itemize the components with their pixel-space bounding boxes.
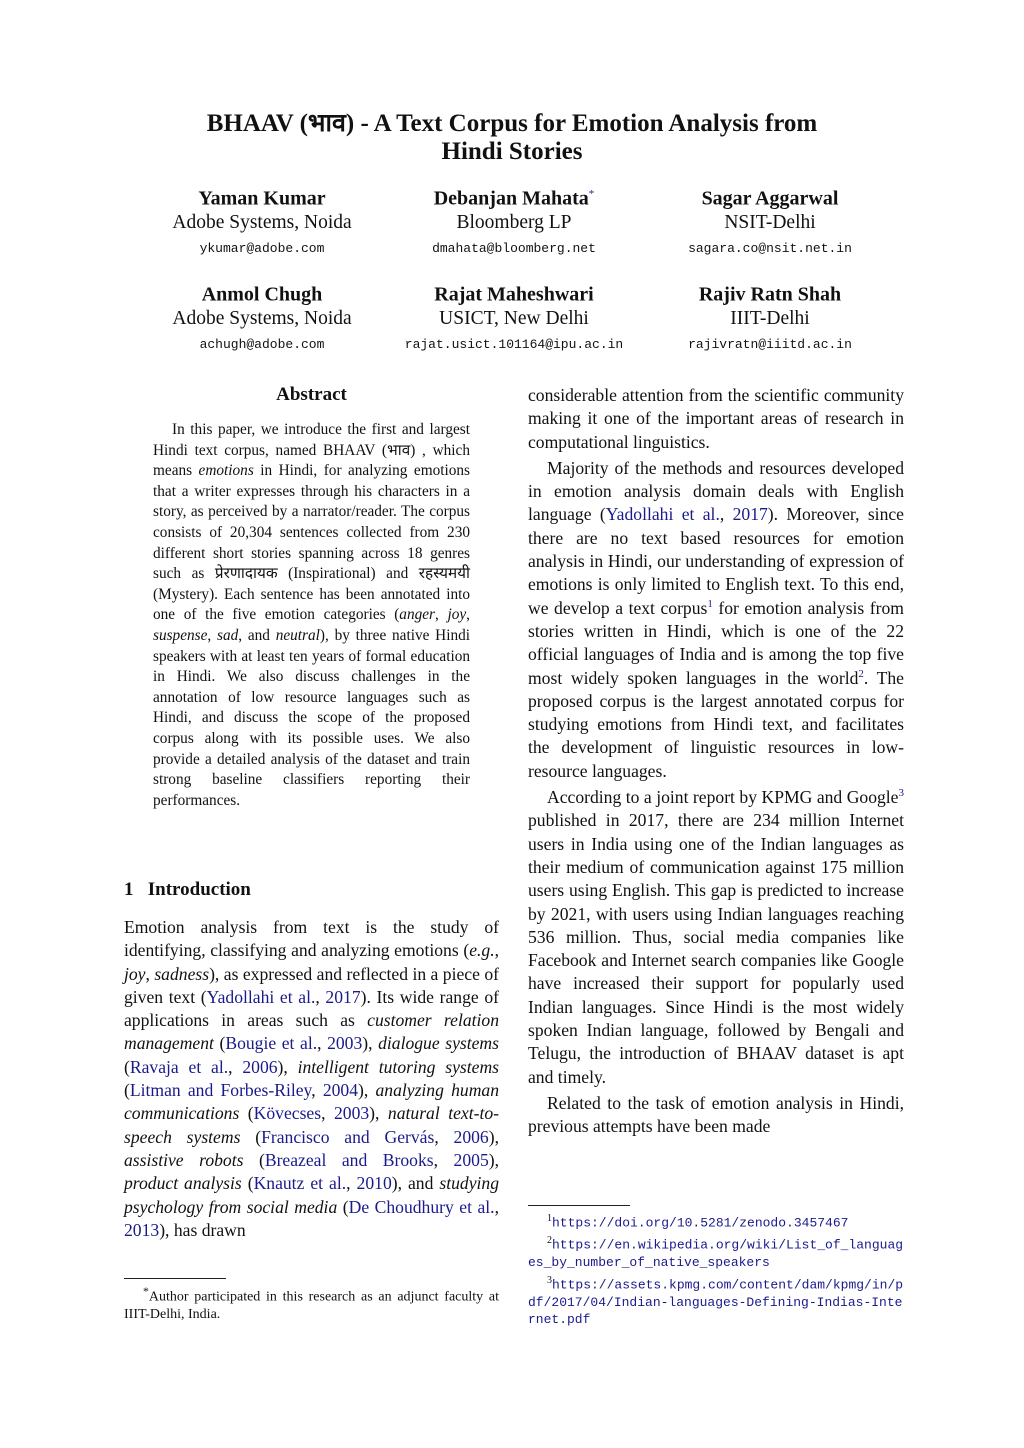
text-span: ( [240,1126,262,1147]
author-email[interactable]: ykumar@adobe.com [199,240,325,256]
text-span: ), [369,1103,388,1124]
citation-link[interactable]: 2003 [327,1033,363,1054]
text-span: Related to the task of emotion analysis in Hindi, previous attempts have been made [528,1092,904,1137]
author [620,182,920,263]
text-span: ), [277,1056,298,1077]
citation-link[interactable]: 2004 [322,1080,359,1101]
paragraph [528,384,904,454]
text-span: considerable attention from the scientific community making it one of the important areas of research in computational linguistics. [528,385,904,452]
text-span: natural text-to-speech systems [124,1103,500,1147]
citation-link[interactable]: 2006 [242,1056,278,1077]
paragraph [528,1092,904,1139]
author-affiliation: Bloomberg LP [456,211,572,233]
author [620,278,920,359]
text-span: ), [358,1080,376,1101]
citation-link[interactable]: Kövecses [253,1103,322,1124]
text-span: neutral [275,626,320,644]
text-span: ( [337,1196,349,1217]
abstract-heading: Abstract [276,384,347,405]
text-span: . The proposed corpus is the largest annotated corpus for studying emotions from Hindi text, and facilitates the development of linguistic resources in low-resource languages. [528,667,904,781]
footnote-url[interactable]: https://doi.org/10.5281/zenodo.3457467 [552,1215,849,1231]
footnote-rule [528,1205,630,1206]
text-span: ). Its wide range of applications in areas such as [124,986,499,1031]
text-span: published in 2017, there are 234 million Internet users in India using one of the Indian languages as their medium of communication against 175 million users using English. This gap is predicted to increase by 2021, with users using Indian languages reaching 536 million. Thus, social media companies like Facebook and Internet search companies like Google have increased their support for popularly used Indian languages. Since Hindi is the most widely spoken Indian language, followed by Bengali and Telugu, the introduction of BHAAV dataset is apt and timely. [528,810,904,1087]
citation-link[interactable]: 2006 [453,1126,489,1147]
text-span: ), as expressed and reflected in a piece of given text ( [124,963,499,1007]
text-span: ), and [391,1173,440,1194]
text-span: product analysis [124,1173,242,1194]
author-affiliation: NSIT-Delhi [724,211,816,233]
text-span: , [315,986,326,1007]
text-span: sadness [154,963,210,984]
text-span: , [494,1196,499,1217]
author-name: Rajiv Ratn Shah [698,283,842,306]
citation-link[interactable]: Knautz et al. [253,1173,347,1194]
author-name: Debanjan Mahata* [433,187,595,210]
text-span: customer relation management [124,1010,499,1054]
citation-link[interactable]: 2017 [732,504,768,525]
text-span: Majority of the methods and resources developed in emotion analysis domain deals with English language ( [528,457,904,525]
paragraph [528,457,904,783]
text-span: , [434,1126,454,1147]
text-span: ( [213,1033,226,1054]
text-span: ( [239,1103,254,1124]
footnote-url[interactable]: https://en.wikipedia.org/wiki/List_of_languages_by_number_of_native_speakers [528,1237,904,1271]
citation-link[interactable]: 2005 [453,1149,489,1170]
text-span: studying psychology from social media [124,1173,499,1217]
text-span: , [228,1056,243,1077]
text-span: for emotion analysis from stories written in Hindi, which is one of the 22 official languages of India and is among the top five most widely spoken languages in the world [528,597,904,688]
citation-link[interactable]: Breazeal and Brooks [264,1149,434,1170]
text-span: , [311,1080,323,1101]
text-span: analyzing human communications [124,1080,499,1124]
text-span: intelligent tutoring systems [297,1056,500,1077]
text-span: ( [241,1173,254,1194]
abstract [153,384,470,811]
text-span: ), by three native Hindi speakers with at least ten years of formal education in Hindi. We also discuss challenges in the annotation of low resource languages such as Hindi, and discuss the scope of the proposed corpus along with its possible uses. We also provide a detailed analysis of the dataset and train strong baseline classifiers reporting their performances. [153,626,470,809]
author [364,182,664,263]
citation-link[interactable]: Litman and Forbes-Riley [129,1080,312,1101]
citation-link[interactable]: De Choudhury et al. [348,1196,495,1217]
author-email[interactable]: achugh@adobe.com [199,336,325,352]
author-name: Sagar Aggarwal [701,187,839,210]
footnote-ref[interactable]: 1 [707,597,713,610]
citation-link[interactable]: 2010 [356,1173,392,1194]
footnote: $^1$https://doi.org/10.5281/zenodo.3457467 [547,1213,849,1231]
text-span: , [433,1149,454,1170]
text-span: ), [488,1126,499,1147]
author-name: Yaman Kumar [198,187,326,210]
footnote-ref[interactable]: 3 [898,787,904,800]
text-span: ( [124,1056,130,1077]
author-affiliation: Adobe Systems, Noida [172,307,352,329]
author-email[interactable]: sagara.co@nsit.net.in [688,240,852,256]
text-span: anger [399,606,435,624]
citation-link[interactable]: 2017 [325,986,361,1007]
citation-link[interactable]: Yadollahi et al. [605,504,720,525]
author-name: Anmol Chugh [201,283,323,306]
text-span: ). Moreover, since there are no text based resources for emotion analysis in Hindi, our understanding of expression of emotions is only limited to English text. To this end, we develop a text corpus [528,504,904,618]
citation-link[interactable]: Bougie et al. [225,1033,318,1054]
section-heading: 1 Introduction [124,879,251,900]
text-span: , and [238,626,276,644]
citation-link[interactable]: 2003 [333,1103,370,1124]
footnote-author: *Author participated in this research as an adjunct faculty at IIIT-Delhi, India. [124,1285,499,1322]
text-span: Emotion analysis from text is the study of identifying, classifying and analyzing emotions ( [124,917,499,961]
text-span: suspense [153,626,208,644]
footnote: $^3$https://assets.kpmg.com/content/dam/kpmg/in/pdf/2017/04/Indian-languages-Defining-Indias-Internet.pdf [528,1274,904,1328]
text-span: joy [124,963,146,984]
author-email[interactable]: dmahata@bloomberg.net [432,240,596,256]
footnote-rule [124,1278,226,1279]
paragraph [528,786,904,1089]
text-span: joy [447,606,467,624]
text-span: , [466,606,470,624]
citation-link[interactable]: Yadollahi et al. [206,986,316,1007]
author-affiliation: Adobe Systems, Noida [172,211,352,233]
text-span: ), [362,1033,379,1054]
author-name: Rajat Maheshwari [434,283,594,306]
citation-link[interactable]: Ravaja et al. [129,1056,229,1077]
author-email[interactable]: rajat.usict.101164@ipu.ac.in [404,336,624,352]
text-span: emotions [198,462,254,480]
citation-link[interactable]: Francisco and Gervás [261,1126,435,1147]
text-span: , [145,963,155,984]
text-span: ( [124,1080,130,1101]
text-span: , [207,626,217,644]
footnote-ref[interactable]: 2 [858,667,864,680]
right-column [528,384,904,1142]
author-email[interactable]: rajivratn@iiitd.ac.in [688,336,852,352]
text-span: ), has drawn [159,1219,246,1240]
text-span: , [346,1173,357,1194]
footnote-url[interactable]: https://assets.kpmg.com/content/dam/kpmg/in/pdf/2017/04/Indian-languages-Defining-Indias-Internet.pdf [528,1277,904,1328]
text-span: According to a joint report by KPMG and Google [547,787,899,808]
author [364,278,664,359]
citation-link[interactable]: 2013 [124,1219,160,1240]
text-span: dialogue systems [378,1033,499,1054]
text-span: in Hindi, for analyzing emotions that a writer expresses through his characters in a story, as perceived by a narrator/reader. The corpus consists of 20,304 sentences collected from 230 different short stories spanning across 18 genres such as प्रेरणादायक (Inspirational) and रहस्यमयी (Mystery). Each sentence has been annotated into one of the five emotion categories ( [153,462,470,624]
footnote: $^2$https://en.wikipedia.org/wiki/List_of_languages_by_number_of_native_speakers [528,1235,904,1271]
text-span: , [719,504,733,525]
text-span: , [317,1033,328,1054]
section-introduction [124,879,499,1242]
text-span: ), [488,1149,499,1170]
text-span: In this paper, we introduce the first and largest Hindi text corpus, named BHAAV (भाव) , which means [153,421,470,480]
footnotes [528,1210,904,1329]
text-span: , [494,940,499,961]
text-span: assistive robots [124,1149,244,1170]
author-affiliation: USICT, New Delhi [439,307,589,329]
text-span: e.g. [469,940,495,961]
text-span: , [435,606,448,624]
intro-paragraph [124,916,499,1242]
author-affiliation: IIIT-Delhi [730,307,810,329]
paper-title: BHAAV (भाव) - A Text Corpus for Emotion Analysis from Hindi Stories [206,110,818,165]
text-span: sad [217,626,239,644]
text-span: ( [243,1149,265,1170]
abstract-text [153,420,470,811]
text-span: , [321,1103,334,1124]
